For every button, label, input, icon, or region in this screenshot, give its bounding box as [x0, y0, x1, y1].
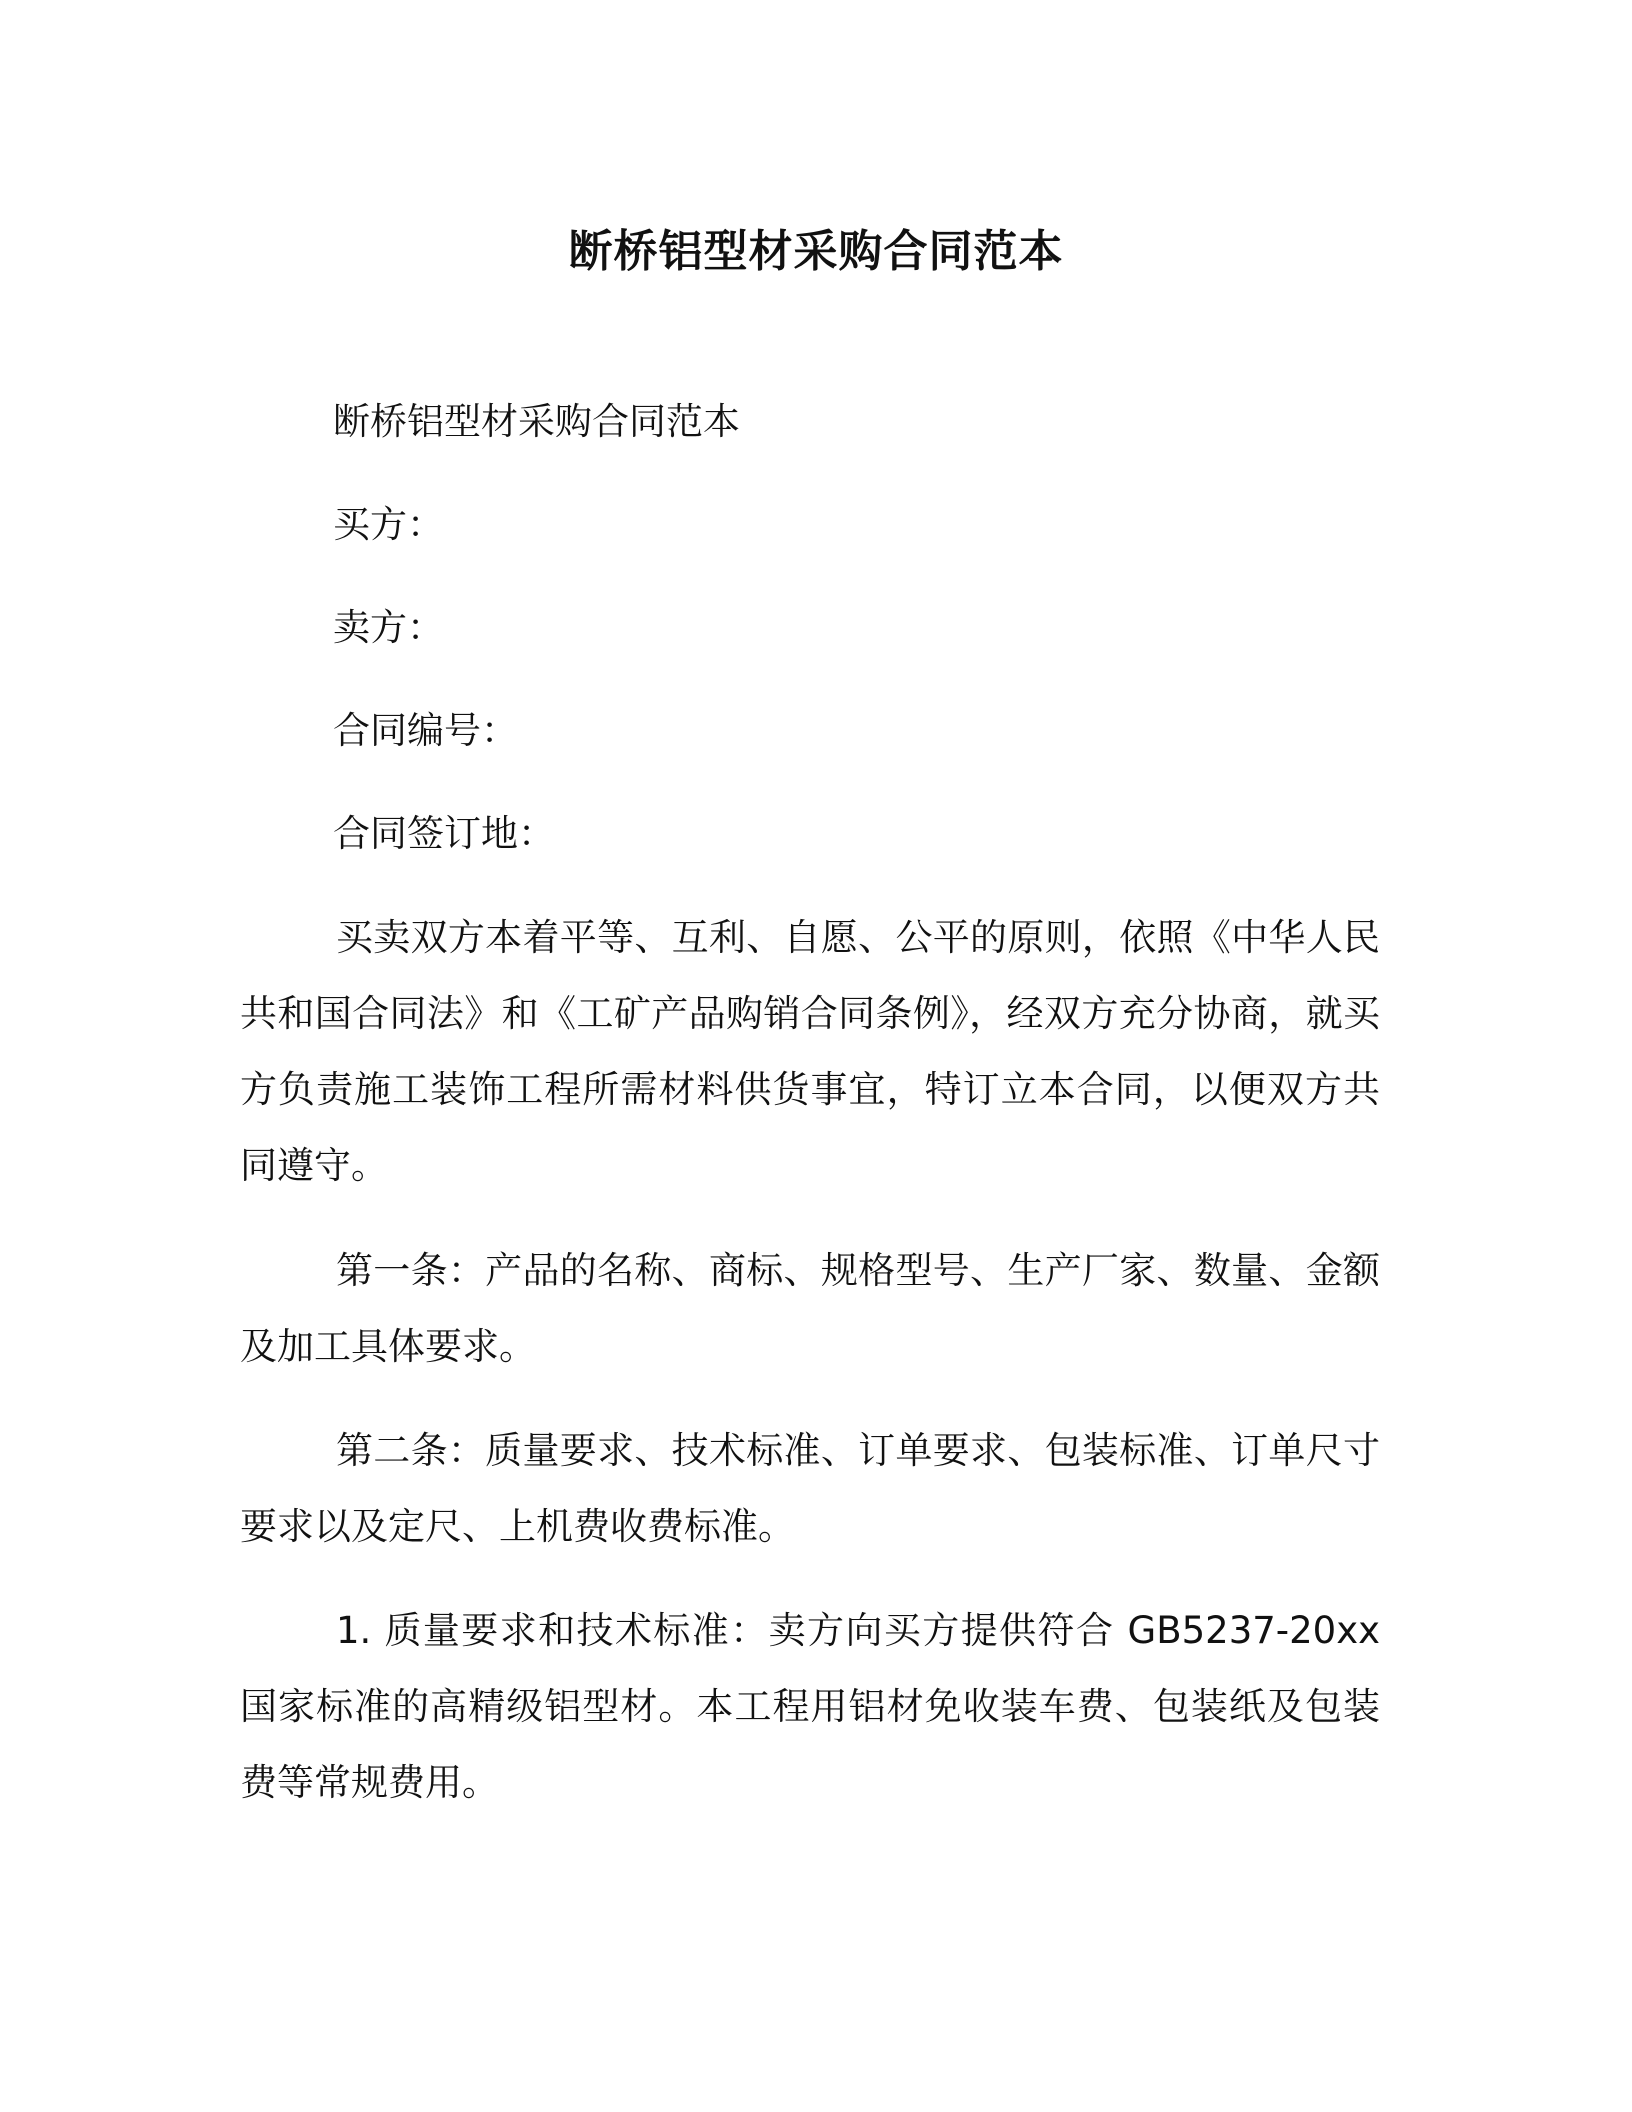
- article-2-paragraph: 第二条：质量要求、技术标准、订单要求、包装标准、订单尺寸要求以及定尺、上机费收费标准。: [240, 1429, 1380, 1548]
- seller-label: 卖方：: [333, 606, 444, 649]
- intro-paragraph: 买卖双方本着平等、互利、自愿、公平的原则，依照《中华人民共和国合同法》和《工矿产品购销合同条例》，经双方充分协商，就买方负责施工装饰工程所需材料供货事宜，特订立本合同，以便双方共同遵守。: [240, 916, 1380, 1187]
- item-1-paragraph: 1. 质量要求和技术标准：卖方向买方提供符合 GB5237-20xx 国家标准的高精级铝型材。本工程用铝材免收装车费、包装纸及包装费等常规费用。: [240, 1609, 1380, 1804]
- article-1-paragraph: 第一条：产品的名称、商标、规格型号、生产厂家、数量、金额及加工具体要求。: [240, 1249, 1380, 1368]
- document-title: 断桥铝型材采购合同范本: [568, 226, 1064, 277]
- subtitle: 断桥铝型材采购合同范本: [333, 400, 740, 443]
- signing-place-label: 合同签订地：: [333, 812, 555, 855]
- contract-number-label: 合同编号：: [333, 709, 518, 752]
- buyer-label: 买方：: [333, 503, 444, 546]
